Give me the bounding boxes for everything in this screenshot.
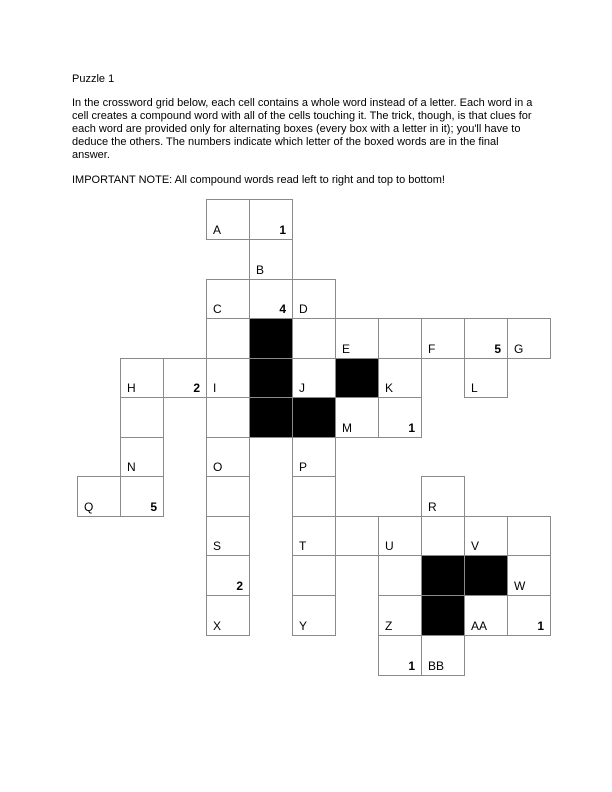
cell-letter-label: P	[299, 460, 308, 474]
grid-cell-k[interactable]	[378, 358, 422, 398]
grid-cell[interactable]	[507, 516, 551, 556]
instructions-line: each word are provided only for alternating boxes (every box with a letter in it); you'll have to	[72, 123, 521, 135]
cell-letter-label: AA	[471, 619, 488, 633]
grid-cell[interactable]	[206, 397, 250, 438]
grid-cell-black	[335, 358, 379, 398]
grid-cell-black	[292, 397, 336, 438]
grid-cell-p[interactable]	[292, 437, 336, 477]
cell-letter-label: T	[299, 539, 307, 553]
cell-letter-label: J	[299, 381, 305, 395]
cell-letter-label: R	[428, 500, 437, 514]
grid-cell-black	[249, 318, 293, 359]
grid-cell[interactable]	[206, 555, 250, 596]
grid-cell[interactable]	[206, 476, 250, 517]
grid-cell[interactable]	[378, 397, 422, 438]
instructions-line: answer.	[72, 149, 110, 161]
grid-cell[interactable]	[378, 555, 422, 596]
cell-letter-index: 2	[193, 381, 200, 395]
grid-cell-black	[421, 555, 465, 596]
grid-cell-t[interactable]	[292, 516, 336, 556]
cell-letter-label: S	[213, 539, 222, 553]
cell-letter-index: 2	[236, 579, 243, 593]
grid-cell-h[interactable]	[120, 358, 164, 398]
cell-letter-label: H	[127, 381, 136, 395]
grid-cell-b[interactable]	[249, 239, 293, 280]
cell-letter-label: F	[428, 342, 436, 356]
grid-cell-r[interactable]	[421, 476, 465, 517]
grid-cell-i[interactable]	[206, 358, 250, 398]
grid-cell-y[interactable]	[292, 595, 336, 636]
grid-cell[interactable]	[163, 358, 207, 398]
cell-letter-index: 4	[279, 302, 286, 316]
grid-cell-black	[249, 358, 293, 398]
grid-cell[interactable]	[378, 318, 422, 359]
instructions-line: In the crossword grid below, each cell contains a whole word instead of a letter. Each word in a	[72, 97, 533, 109]
grid-cell[interactable]	[378, 635, 422, 676]
puzzle-title: Puzzle 1	[72, 73, 115, 85]
important-note: IMPORTANT NOTE: All compound words read left to right and top to bottom!	[72, 174, 445, 186]
grid-cell[interactable]	[249, 279, 293, 319]
grid-cell[interactable]	[464, 318, 508, 359]
grid-cell-a[interactable]	[206, 199, 250, 240]
grid-cell-l[interactable]	[464, 358, 508, 398]
instructions-line: cell creates a compound word with all of the cells touching it. The trick, though, is that clues for	[72, 110, 532, 122]
cell-letter-label: D	[299, 302, 308, 316]
grid-cell-c[interactable]	[206, 279, 250, 319]
grid-cell-u[interactable]	[378, 516, 422, 556]
grid-cell[interactable]	[335, 516, 379, 556]
cell-letter-label: L	[471, 381, 478, 395]
grid-cell[interactable]	[120, 476, 164, 517]
grid-cell-e[interactable]	[335, 318, 379, 359]
grid-cell-black	[421, 595, 465, 636]
cell-letter-label: E	[342, 342, 351, 356]
cell-letter-label: G	[514, 342, 524, 356]
grid-cell-q[interactable]	[77, 476, 121, 517]
cell-letter-label: U	[385, 539, 394, 553]
cell-letter-index: 1	[408, 659, 415, 673]
cell-letter-label: O	[213, 460, 223, 474]
grid-cell-f[interactable]	[421, 318, 465, 359]
grid-cell-x[interactable]	[206, 595, 250, 636]
cell-letter-label: M	[342, 421, 352, 435]
grid-cell[interactable]	[206, 318, 250, 359]
cell-letter-label: Z	[385, 619, 393, 633]
instructions-line: deduce the others. The numbers indicate which letter of the boxed words are in the final	[72, 136, 499, 148]
grid-cell-m[interactable]	[335, 397, 379, 438]
grid-cell-j[interactable]	[292, 358, 336, 398]
grid-cell-bb[interactable]	[421, 635, 465, 676]
cell-letter-label: C	[213, 302, 222, 316]
grid-cell[interactable]	[292, 555, 336, 596]
cell-letter-label: W	[514, 579, 526, 593]
cell-letter-label: X	[213, 619, 222, 633]
grid-cell-n[interactable]	[120, 437, 164, 477]
cell-letter-label: K	[385, 381, 394, 395]
grid-cell-black	[464, 555, 508, 596]
cell-letter-label: B	[256, 263, 265, 277]
cell-letter-index: 1	[279, 223, 286, 237]
cell-letter-label: Q	[84, 500, 94, 514]
grid-cell-aa[interactable]	[464, 595, 508, 636]
cell-letter-label: A	[213, 223, 222, 237]
grid-cell-d[interactable]	[292, 279, 336, 319]
cell-letter-label: N	[127, 460, 136, 474]
grid-cell-black	[249, 397, 293, 438]
grid-cell[interactable]	[507, 595, 551, 636]
cell-letter-label: I	[213, 381, 217, 395]
cell-letter-index: 5	[150, 500, 157, 514]
grid-cell-o[interactable]	[206, 437, 250, 477]
cell-letter-label: BB	[428, 659, 445, 673]
grid-cell[interactable]	[249, 199, 293, 240]
grid-cell-g[interactable]	[507, 318, 551, 359]
cell-letter-index: 1	[537, 619, 544, 633]
grid-cell[interactable]	[292, 318, 336, 359]
grid-cell[interactable]	[421, 516, 465, 556]
grid-cell-z[interactable]	[378, 595, 422, 636]
grid-cell[interactable]	[292, 476, 336, 517]
grid-cell-s[interactable]	[206, 516, 250, 556]
cell-letter-label: Y	[299, 619, 308, 633]
cell-letter-index: 5	[494, 342, 501, 356]
grid-cell-v[interactable]	[464, 516, 508, 556]
cell-letter-index: 1	[408, 421, 415, 435]
grid-cell-w[interactable]	[507, 555, 551, 596]
grid-cell[interactable]	[120, 397, 164, 438]
cell-letter-label: V	[471, 539, 480, 553]
